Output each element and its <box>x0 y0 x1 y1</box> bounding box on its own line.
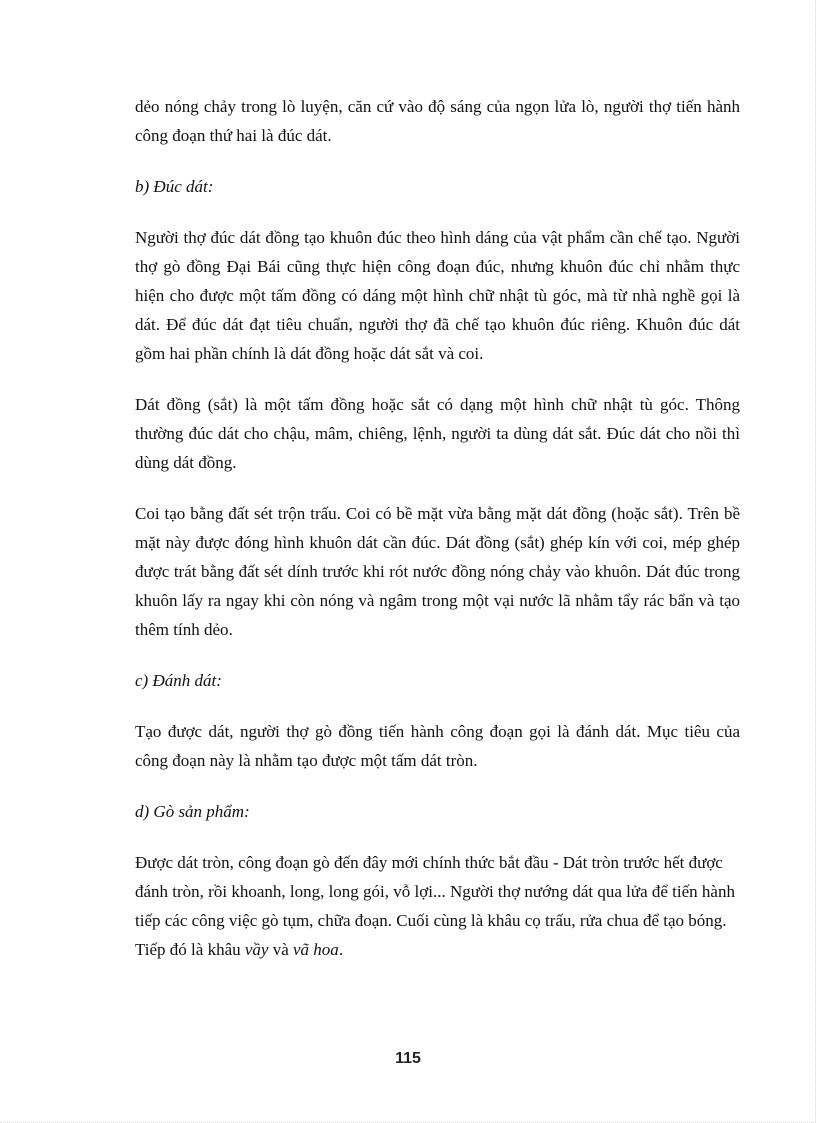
paragraph-intro: dẻo nóng chảy trong lò luyện, căn cứ vào độ sáng của ngọn lửa lò, người thợ tiến hành công đoạn thứ hai là đúc dát. <box>135 97 740 145</box>
paragraph-go-text: Được dát tròn, công đoạn gò đến đây mới chính thức bắt đầu - Dát tròn trước hết được đánh tròn, rồi khoanh, long, long gói, vỗ lợi... Người thợ nướng dát qua lửa để tiến hành tiếp các công việc gò tụm, chữa đoạn. Cuối cùng là khâu cọ trấu, rửa chua để tạo bóng. Tiếp đó là khâu <box>135 853 735 959</box>
page-body <box>135 92 740 986</box>
term-va-hoa: vã hoa <box>293 940 339 959</box>
paragraph-dat-dong: Dát đồng (sắt) là một tấm đồng hoặc sắt có dạng một hình chữ nhật tù góc. Thông thường đúc dát cho chậu, mâm, chiêng, lệnh, người ta dùng dát sắt. Đúc dát cho nồi thì dùng dát đồng. <box>135 395 740 472</box>
paragraph-danh-dat: Tạo được dát, người thợ gò đồng tiến hành công đoạn gọi là đánh dát. Mục tiêu của công đoạn này là nhằm tạo được một tấm dát tròn. <box>135 722 740 770</box>
page-number: 115 <box>395 1050 421 1067</box>
paragraph-duc-dat: Người thợ đúc dát đồng tạo khuôn đúc theo hình dáng của vật phẩm cần chế tạo. Người thợ gò đồng Đại Bái cũng thực hiện công đoạn đúc, nhưng khuôn đúc chỉ nhằm thực hiện cho được một tấm đồng có dáng một hình chữ nhật tù góc, mà từ nhà nghề gọi là dát. Để đúc dát đạt tiêu chuẩn, người thợ đã chế tạo khuôn đúc riêng. Khuôn đúc dát gồm hai phần chính là dát đồng hoặc dát sắt và coi. <box>135 228 740 363</box>
connector-text: và <box>268 940 294 959</box>
paragraph-go-san-pham <box>135 848 740 964</box>
paragraph-end: . <box>338 940 344 959</box>
section-heading-danh-dat: c) Đánh dát: <box>135 671 222 690</box>
paragraph-coi: Coi tạo bằng đất sét trộn trấu. Coi có bề mặt vừa bằng mặt dát đồng (hoặc sắt). Trên bề mặt này được đóng hình khuôn dát cần đúc. Dát đồng (sắt) ghép kín với coi, mép ghép được trát bằng đất sét dính trước khi rót nước đồng nóng chảy vào khuôn. Dát đúc trong khuôn lấy ra ngay khi còn nóng và ngâm trong một vại nước lã nhằm tẩy rác bẩn và tạo thêm tính dẻo. <box>135 504 740 639</box>
section-heading-duc-dat: b) Đúc dát: <box>135 177 214 196</box>
term-vay: vầy <box>244 940 269 959</box>
section-heading-go-san-pham: d) Gò sản phẩm: <box>135 802 250 821</box>
